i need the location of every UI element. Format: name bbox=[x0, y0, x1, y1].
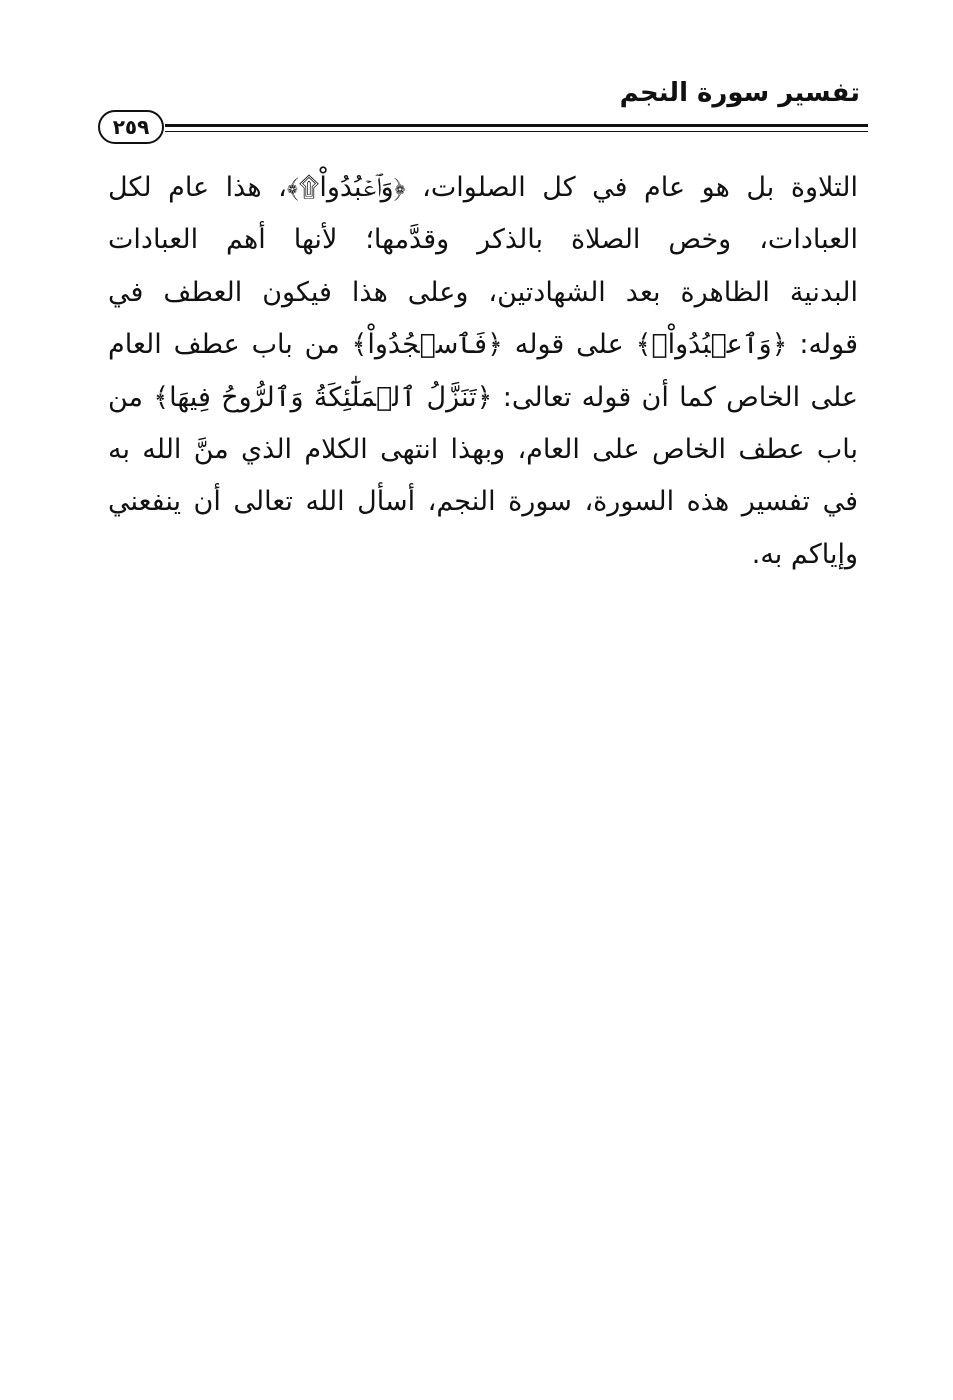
header-rule-thick bbox=[165, 124, 868, 127]
header-rule-thin bbox=[165, 131, 868, 132]
text-line: العبادات، وخص الصلاة بالذكر وقدَّمها؛ لأنها أهم العبادات bbox=[108, 224, 858, 256]
text-line: التلاوة بل هو عام في كل الصلوات، ﴿وَٱعۡبُدُواْ۩﴾، هذا عام لكل bbox=[108, 172, 858, 203]
body-text bbox=[108, 162, 858, 581]
running-title: تفسير سورة النجم bbox=[619, 78, 860, 108]
page-number: ٢٥٩ bbox=[98, 110, 164, 144]
text-line: على الخاص كما أن قوله تعالى: ﴿تَنَزَّلُ ٱلۡمَلَٰٓئِكَةُ وَٱلرُّوحُ فِيهَا﴾ من bbox=[108, 381, 858, 413]
text-line: البدنية الظاهرة بعد الشهادتين، وعلى هذا فيكون العطف في bbox=[108, 276, 858, 308]
text-line: قوله: ﴿وَٱعۡبُدُواْ۩﴾ على قوله ﴿فَٱسۡجُدُواْ﴾ من باب عطف العام bbox=[108, 329, 858, 361]
text-line: باب عطف الخاص على العام، وبهذا انتهى الكلام الذي منَّ الله به bbox=[108, 433, 858, 465]
text-line: وإياكم به. bbox=[751, 538, 858, 570]
text-line: في تفسير هذه السورة، سورة النجم، أسأل الله تعالى أن ينفعني bbox=[108, 486, 858, 518]
